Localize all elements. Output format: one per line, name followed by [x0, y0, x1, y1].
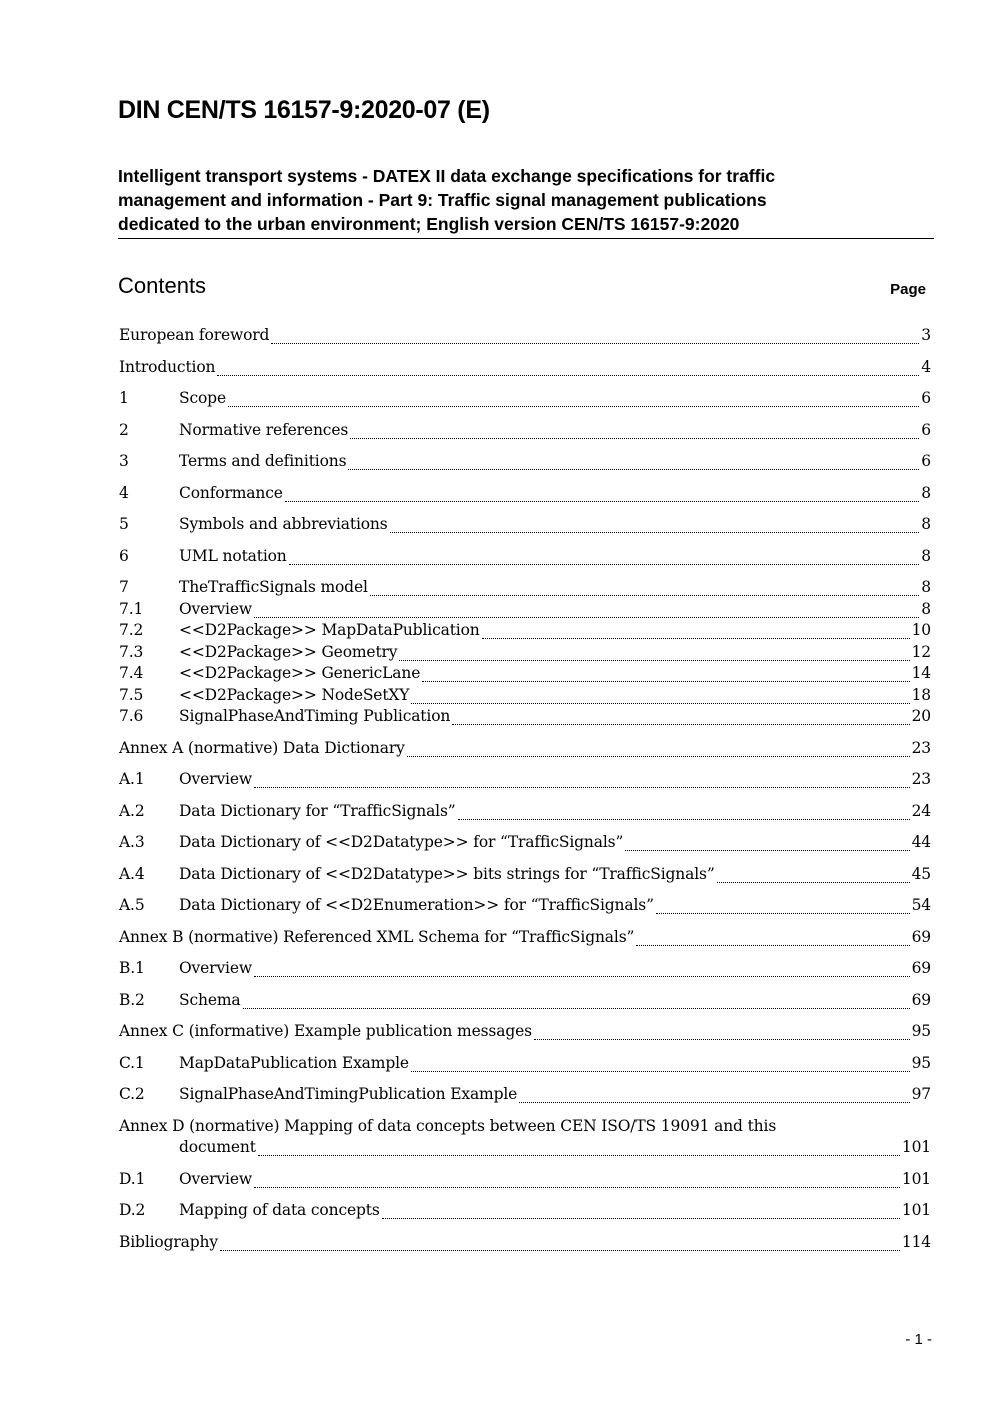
toc-entry-7-6[interactable]: [119, 706, 931, 727]
toc-title: <<D2Package>> MapDataPublication: [179, 621, 480, 639]
toc-entry-a-2[interactable]: [119, 801, 931, 822]
toc-number: 2: [119, 421, 129, 439]
toc-page: 54: [911, 896, 931, 914]
toc-entry-annex-a[interactable]: [119, 738, 931, 759]
toc-page: 114: [901, 1233, 931, 1251]
toc-leader: [519, 1102, 909, 1103]
toc-page: 69: [911, 991, 931, 1009]
toc-leader: [243, 1008, 910, 1009]
toc-leader: [220, 1250, 900, 1251]
toc-page: 24: [911, 802, 931, 820]
toc-title: Data Dictionary of <<D2Datatype>> bits strings for “TrafficSignals”: [179, 865, 715, 883]
toc-leader: [411, 703, 909, 704]
page-column-label: Page: [890, 281, 926, 298]
toc-page: 101: [901, 1138, 931, 1156]
toc-number: 7.2: [119, 621, 144, 639]
toc-page: 6: [921, 389, 931, 407]
toc-title: Mapping of data concepts: [179, 1201, 380, 1219]
toc-title: Overview: [179, 1170, 253, 1188]
toc-page: 95: [911, 1054, 931, 1072]
toc-page: 97: [911, 1085, 931, 1103]
toc-entry-annex-b[interactable]: [119, 927, 931, 948]
toc-leader: [228, 406, 919, 407]
contents-heading: Contents: [118, 273, 207, 298]
toc-entry-7-2[interactable]: [119, 620, 931, 641]
toc-entry-european-foreword[interactable]: [119, 325, 931, 346]
toc-leader: [452, 724, 909, 725]
toc-entry-7-3[interactable]: [119, 642, 931, 663]
toc-entry-d-1[interactable]: [119, 1169, 931, 1190]
toc-leader: [350, 438, 919, 439]
toc-title: Bibliography: [119, 1233, 218, 1251]
toc-leader: [656, 913, 910, 914]
toc-entry-a-4[interactable]: [119, 864, 931, 885]
toc-leader: [717, 882, 910, 883]
toc-leader: [399, 660, 909, 661]
toc-page: 44: [911, 833, 931, 851]
toc-page: 45: [911, 865, 931, 883]
toc-page: 12: [911, 643, 931, 661]
toc-entry-c-2[interactable]: [119, 1084, 931, 1105]
toc-leader: [254, 976, 910, 977]
toc-title: TheTrafficSignals model: [179, 578, 368, 596]
toc-page: 8: [921, 578, 931, 596]
toc-entry-4[interactable]: [119, 483, 931, 504]
toc-number: 1: [119, 389, 129, 407]
toc-title-continuation: [119, 1137, 931, 1158]
toc-number: 4: [119, 484, 129, 502]
toc-title: Introduction: [119, 358, 216, 376]
toc-page: 69: [911, 928, 931, 946]
toc-leader: [254, 787, 910, 788]
toc-title: European foreword: [119, 326, 270, 344]
toc-title: UML notation: [179, 547, 287, 565]
toc-leader: [482, 638, 910, 639]
toc-title: Scope: [179, 389, 226, 407]
toc-entry-a-3[interactable]: [119, 832, 931, 853]
toc-title: Symbols and abbreviations: [179, 515, 388, 533]
toc-leader: [422, 681, 909, 682]
toc-entry-c-1[interactable]: [119, 1053, 931, 1074]
toc-page: 8: [921, 515, 931, 533]
toc-page: 8: [921, 547, 931, 565]
toc-page: 8: [921, 484, 931, 502]
toc-entry-annex-d[interactable]: [119, 1116, 931, 1158]
toc-title: Annex D (normative) Mapping of data concepts between CEN ISO/TS 19091 and this: [119, 1117, 777, 1135]
toc-entry-7-5[interactable]: [119, 685, 931, 706]
toc-leader: [285, 501, 920, 502]
toc-title: SignalPhaseAndTimingPublication Example: [179, 1085, 518, 1103]
toc-entry-3[interactable]: [119, 451, 931, 472]
toc-entry-6[interactable]: [119, 546, 931, 567]
toc-page: 14: [911, 664, 931, 682]
toc-page: 69: [911, 959, 931, 977]
toc-entry-1[interactable]: [119, 388, 931, 409]
toc-title: Terms and definitions: [179, 452, 347, 470]
toc-entry-2[interactable]: [119, 420, 931, 441]
toc-number: 7.1: [119, 600, 144, 618]
toc-page: 101: [901, 1170, 931, 1188]
toc-title: Data Dictionary for “TrafficSignals”: [179, 802, 456, 820]
document-subtitle: [118, 164, 934, 239]
toc-entry-b-2[interactable]: [119, 990, 931, 1011]
toc-title: document: [179, 1138, 256, 1156]
toc-title: Conformance: [179, 484, 283, 502]
toc-page: 20: [911, 707, 931, 725]
subtitle-line-3: dedicated to the urban environment; English version CEN/TS 16157-9:2020: [118, 214, 740, 234]
toc-leader: [636, 945, 909, 946]
toc-number: C.2: [119, 1085, 145, 1103]
toc-title: Overview: [179, 770, 253, 788]
toc-page: 101: [901, 1201, 931, 1219]
toc-number: 6: [119, 547, 129, 565]
toc-title: Data Dictionary of <<D2Enumeration>> for “TrafficSignals”: [179, 896, 654, 914]
toc-page: 18: [911, 686, 931, 704]
toc-number: D.2: [119, 1201, 146, 1219]
toc-number: A.1: [119, 770, 145, 788]
toc-title: Data Dictionary of <<D2Datatype>> for “TrafficSignals”: [179, 833, 624, 851]
toc-leader: [382, 1218, 900, 1219]
toc-number: 7.5: [119, 686, 144, 704]
toc-title: Annex B (normative) Referenced XML Schema for “TrafficSignals”: [119, 928, 635, 946]
toc-page: 10: [911, 621, 931, 639]
toc-number: 7: [119, 578, 129, 596]
toc-number: 3: [119, 452, 129, 470]
toc-title: Annex C (informative) Example publication messages: [119, 1022, 532, 1040]
toc-title: SignalPhaseAndTiming Publication: [179, 707, 451, 725]
toc-leader: [254, 617, 919, 618]
toc-number: 5: [119, 515, 129, 533]
toc-number: A.4: [119, 865, 145, 883]
toc-number: A.2: [119, 802, 145, 820]
toc-leader: [271, 343, 919, 344]
toc-leader: [254, 1187, 900, 1188]
toc-number: A.3: [119, 833, 145, 851]
toc-title: Annex A (normative) Data Dictionary: [119, 739, 405, 757]
page-number: - 1 -: [905, 1331, 932, 1348]
toc-number: A.5: [119, 896, 145, 914]
toc-entry-annex-c[interactable]: [119, 1021, 931, 1042]
toc-leader: [411, 1071, 910, 1072]
toc-title: <<D2Package>> Geometry: [179, 643, 398, 661]
toc-entry-introduction[interactable]: [119, 357, 931, 378]
toc-leader: [258, 1155, 900, 1156]
toc-number: 7.4: [119, 664, 144, 682]
toc-number: 7.6: [119, 707, 144, 725]
toc-number: B.2: [119, 991, 145, 1009]
toc-title: Overview: [179, 600, 253, 618]
toc-leader: [458, 819, 910, 820]
toc-title: <<D2Package>> NodeSetXY: [179, 686, 410, 704]
toc-page: 23: [911, 739, 931, 757]
toc-title: <<D2Package>> GenericLane: [179, 664, 421, 682]
toc-leader: [348, 469, 919, 470]
toc-entry-5[interactable]: [119, 514, 931, 535]
toc-title: Normative references: [179, 421, 349, 439]
toc-entry-d-2[interactable]: [119, 1200, 931, 1221]
toc-number: B.1: [119, 959, 145, 977]
toc-page: 6: [921, 421, 931, 439]
toc-leader: [370, 595, 919, 596]
toc-leader: [407, 756, 910, 757]
toc-leader: [625, 850, 909, 851]
toc-leader: [534, 1039, 910, 1040]
toc-entry-7-1[interactable]: [119, 599, 931, 620]
toc-page: 95: [911, 1022, 931, 1040]
toc-entry-a-1[interactable]: [119, 769, 931, 790]
toc-page: 8: [921, 600, 931, 618]
toc-title: Schema: [179, 991, 241, 1009]
toc-entry-bibliography[interactable]: [119, 1232, 931, 1253]
toc-title: Overview: [179, 959, 253, 977]
toc-entry-7-4[interactable]: [119, 663, 931, 684]
toc-title: MapDataPublication Example: [179, 1054, 409, 1072]
toc-leader: [289, 564, 920, 565]
document-id: DIN CEN/TS 16157-9:2020-07 (E): [118, 96, 490, 124]
toc-number: 7.3: [119, 643, 144, 661]
toc-entry-a-5[interactable]: [119, 895, 931, 916]
toc-number: C.1: [119, 1054, 145, 1072]
toc-leader: [390, 532, 920, 533]
toc-entry-b-1[interactable]: [119, 958, 931, 979]
toc-page: 23: [911, 770, 931, 788]
subtitle-line-2: management and information - Part 9: Traffic signal management publications: [118, 190, 767, 210]
toc-page: 4: [921, 358, 931, 376]
toc-number: D.1: [119, 1170, 146, 1188]
toc-entry-7[interactable]: [119, 577, 931, 598]
toc-leader: [217, 375, 919, 376]
toc-page: 3: [921, 326, 931, 344]
subtitle-line-1: Intelligent transport systems - DATEX II data exchange specifications for traffic: [118, 166, 776, 186]
toc-page: 6: [921, 452, 931, 470]
